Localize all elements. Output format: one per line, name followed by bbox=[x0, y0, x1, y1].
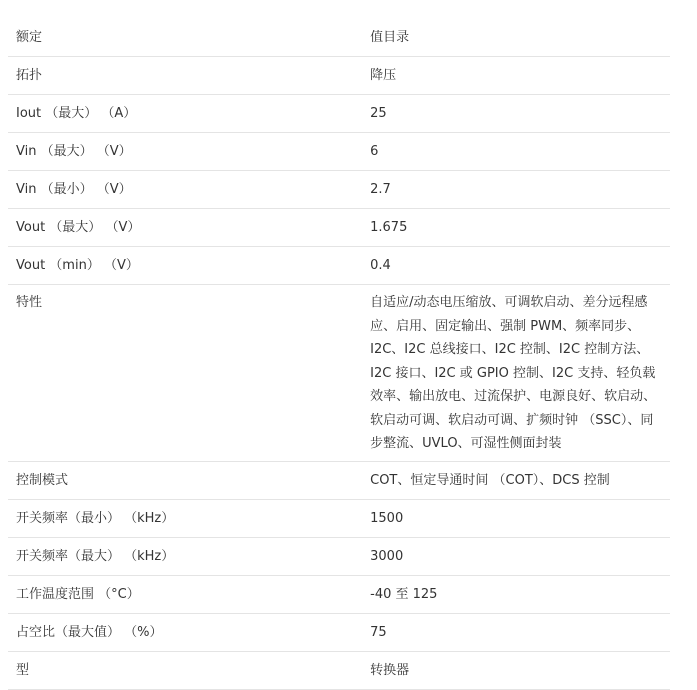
row-label: 拓扑 bbox=[8, 57, 362, 95]
row-value: 自适应/动态电压缩放、可调软启动、差分远程感应、启用、固定输出、强制 PWM、频率同步、I2C、I2C 总线接口、I2C 控制、I2C 控制方法、I2C 接口、I2C 或 GPIO 控制、I2C 支持、轻负载效率、输出放电、过流保护、电源良好、软启动、软启动可调、软启动可调、扩频时钟 （SSC）、同步整流、UVLO、可湿性侧面封装 bbox=[362, 285, 670, 462]
row-value: 0.4 bbox=[362, 247, 670, 285]
table-row bbox=[8, 537, 670, 575]
table-row bbox=[8, 285, 670, 462]
row-value: 3000 bbox=[362, 537, 670, 575]
row-value: 1500 bbox=[362, 499, 670, 537]
spec-table bbox=[8, 19, 670, 690]
table-row bbox=[8, 133, 670, 171]
row-value: 转换器 bbox=[362, 651, 670, 689]
row-label: 工作温度范围 （°C） bbox=[8, 575, 362, 613]
table-row bbox=[8, 651, 670, 689]
row-value: COT、恒定导通时间 （COT）、DCS 控制 bbox=[362, 461, 670, 499]
row-label: Iout （最大） （A） bbox=[8, 95, 362, 133]
row-value: 1.675 bbox=[362, 209, 670, 247]
table-row bbox=[8, 461, 670, 499]
table-row bbox=[8, 171, 670, 209]
row-value: 25 bbox=[362, 95, 670, 133]
row-label: 占空比（最大值） （%） bbox=[8, 613, 362, 651]
row-label: 开关频率（最小） （kHz） bbox=[8, 499, 362, 537]
table-row bbox=[8, 209, 670, 247]
row-label: 特性 bbox=[8, 285, 362, 462]
table-row bbox=[8, 613, 670, 651]
table-row bbox=[8, 499, 670, 537]
row-label: Vout （最大） （V） bbox=[8, 209, 362, 247]
table-row bbox=[8, 95, 670, 133]
row-value: 2.7 bbox=[362, 171, 670, 209]
table-row bbox=[8, 19, 670, 57]
table-row bbox=[8, 57, 670, 95]
row-label: 型 bbox=[8, 651, 362, 689]
row-label: 控制模式 bbox=[8, 461, 362, 499]
row-value: 6 bbox=[362, 133, 670, 171]
row-label: 额定 bbox=[8, 19, 362, 57]
row-value: -40 至 125 bbox=[362, 575, 670, 613]
row-label: Vout （min） （V） bbox=[8, 247, 362, 285]
row-value: 降压 bbox=[362, 57, 670, 95]
table-row bbox=[8, 247, 670, 285]
row-label: Vin （最大） （V） bbox=[8, 133, 362, 171]
row-value: 值目录 bbox=[362, 19, 670, 57]
table-row bbox=[8, 575, 670, 613]
row-label: 开关频率（最大） （kHz） bbox=[8, 537, 362, 575]
row-value: 75 bbox=[362, 613, 670, 651]
row-label: Vin （最小） （V） bbox=[8, 171, 362, 209]
